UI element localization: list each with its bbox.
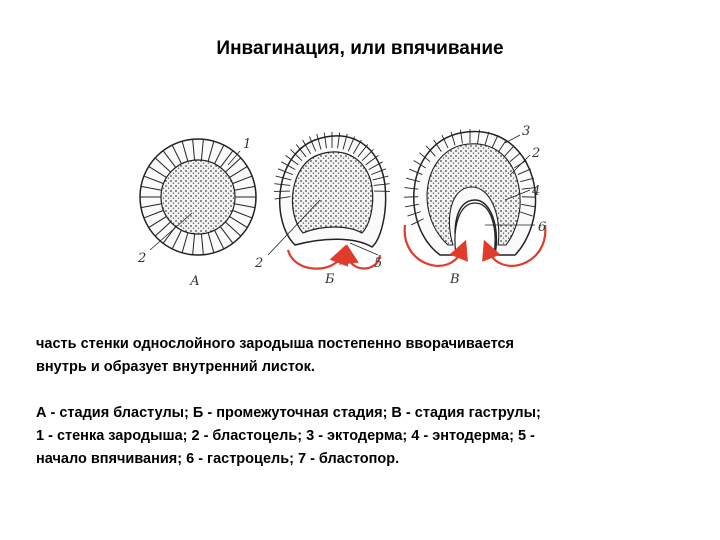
caption-line-3: А - стадия бластулы; Б - промежуточная стадия; В - стадия гаструлы; — [36, 405, 541, 421]
label-2-b: 2 — [255, 256, 264, 271]
intermediate-stage-b — [268, 132, 390, 255]
label-2-c: 2 — [532, 146, 541, 161]
stage-label-b: Б — [325, 272, 335, 287]
label-2-a: 2 — [138, 251, 147, 266]
slide-title: Инвагинация, или впячивание — [216, 38, 504, 59]
blastula-stage-a — [140, 139, 256, 255]
embryo-illustration — [110, 115, 580, 295]
stage-label-c: В — [450, 272, 460, 287]
caption-line-2: внутрь и образует внутренний листок. — [36, 359, 315, 375]
caption-line-1: часть стенки однослойного зародыша постепенно вворачивается — [36, 336, 515, 352]
caption-line-4: 1 - стенка зародыша; 2 - бластоцель; 3 - эктодерма; 4 - энтодерма; 5 - — [36, 428, 535, 444]
caption-line-5: начало впячивания; 6 - гастроцель; 7 - бластопор. — [36, 451, 400, 467]
label-4: 4 — [532, 184, 541, 199]
embryo-diagram — [110, 115, 580, 295]
label-5: 5 — [374, 256, 383, 271]
label-6: 6 — [538, 220, 547, 235]
arrow-b-left — [288, 250, 342, 269]
label-3: 3 — [522, 124, 531, 139]
stage-label-a: А — [190, 274, 200, 289]
caption-text — [36, 333, 686, 471]
label-1: 1 — [243, 137, 252, 152]
gastrula-stage-c — [404, 129, 536, 255]
